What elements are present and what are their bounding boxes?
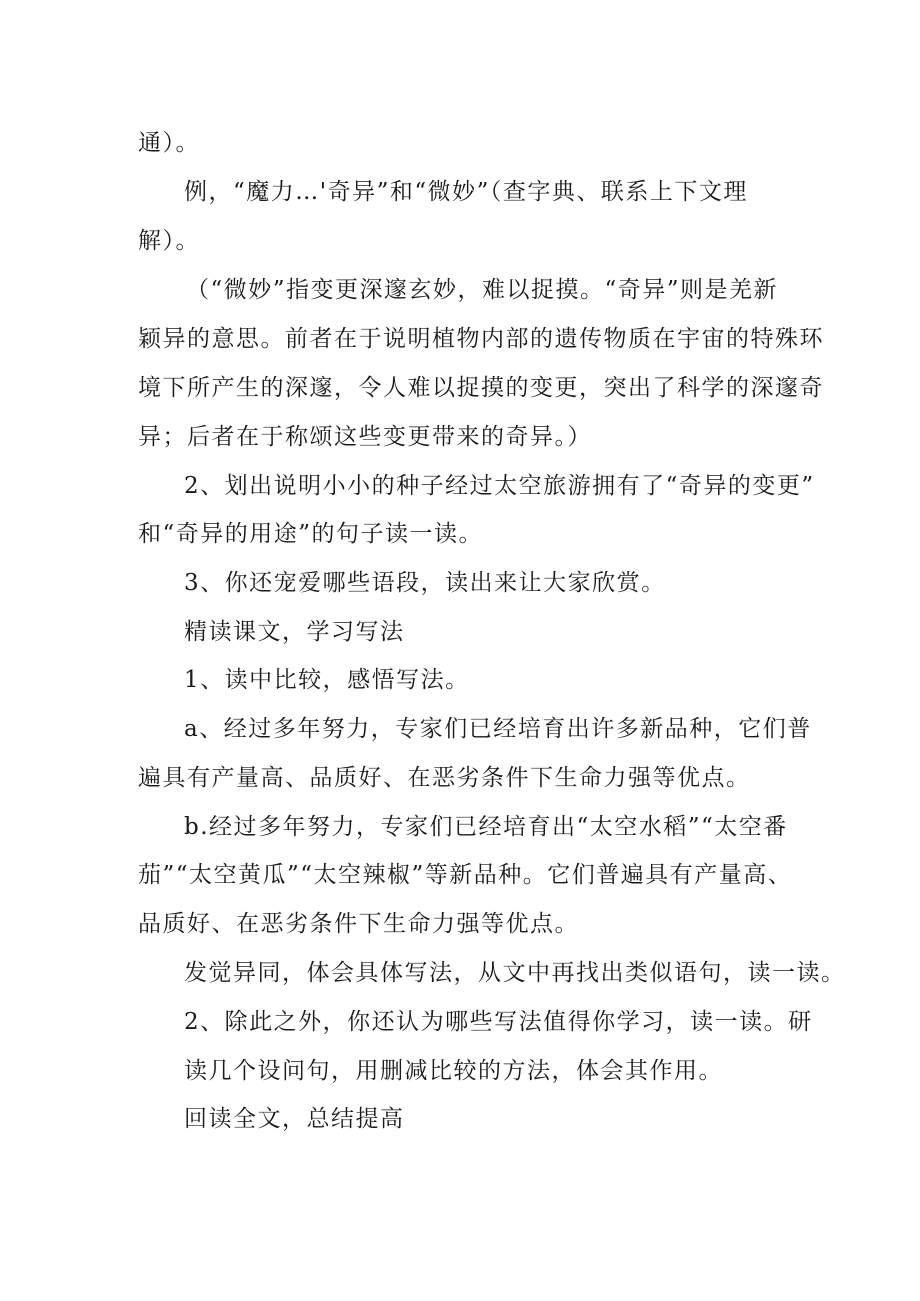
text-line: 例，“魔力…'奇异”和“微妙”（查字典、联系上下文理: [184, 179, 748, 205]
text-line: 境下所产生的深邃，令人难以捉摸的变更，突出了科学的深邃奇: [138, 375, 824, 401]
text-line: 2、除此之外，你还认为哪些写法值得你学习，读一读。研: [184, 1009, 813, 1035]
text-line: 颖异的意思。前者在于说明植物内部的遗传物质在宇宙的特殊环: [138, 326, 824, 352]
section-heading: 回读全文，总结提高: [184, 1106, 405, 1132]
text-line: 1、读中比较，感悟写法。: [184, 667, 470, 693]
text-line: 3、你还宠爱哪些语段，读出来让大家欣赏。: [184, 570, 666, 596]
text-line: 发觉异同，体会具体写法，从文中再找出类似语句，读一读。: [184, 960, 846, 986]
section-heading: 精读课文，学习写法: [184, 619, 405, 645]
text-line: b.经过多年努力，专家们已经培育出“太空水稻”“太空番: [184, 814, 788, 840]
text-line: a、经过多年努力，专家们已经培育出许多新品种，它们普: [184, 716, 812, 742]
text-line: 解）。: [138, 228, 200, 254]
text-line: 和“奇异的用途”的句子读一读。: [138, 521, 484, 547]
text-line: 品质好、在恶劣条件下生命力强等优点。: [138, 911, 579, 937]
text-line: 读几个设问句，用删减比较的方法，体会其作用。: [184, 1058, 723, 1084]
text-line: 遍具有产量高、品质好、在恶劣条件下生命力强等优点。: [138, 765, 751, 791]
text-line: 异；后者在于称颂这些变更带来的奇异。）: [138, 424, 592, 450]
text-line: （“微妙”指变更深邃玄妙，难以捉摸。“奇异”则是羌新: [186, 277, 779, 303]
text-line: 通）。: [138, 130, 200, 156]
text-line: 茄”“太空黄瓜”“太空辣椒”等新品种。它们普遍具有产量高、: [138, 862, 793, 888]
text-line: 2、划出说明小小的种子经过太空旅游拥有了“奇异的变更”: [184, 473, 815, 499]
